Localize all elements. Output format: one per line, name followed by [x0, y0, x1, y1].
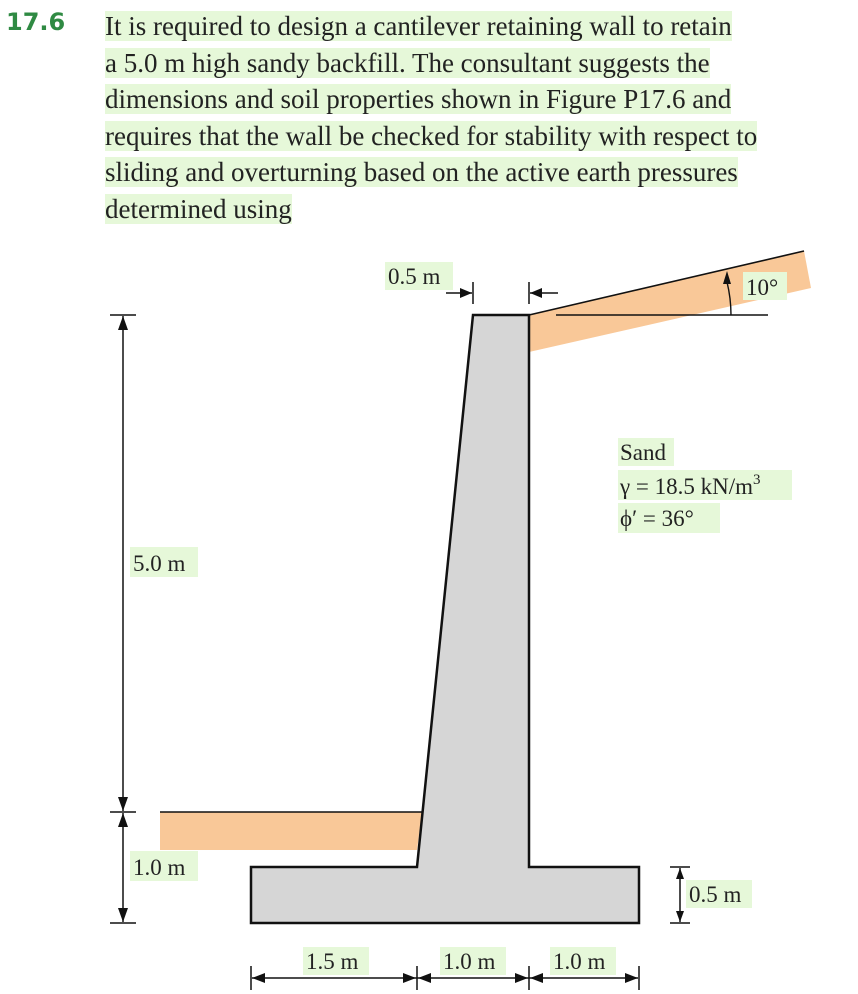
stem-height-label: 5.0 m	[133, 551, 186, 576]
slope-angle-label: 10°	[746, 275, 779, 300]
problem-line: a 5.0 m high sandy backfill. The consultant suggests the	[105, 47, 710, 78]
unit-weight-exponent: 3	[753, 472, 761, 488]
problem-line: It is required to design a cantilever retaining wall to retain	[105, 11, 732, 41]
unit-weight-label: γ = 18.5 $kN/m^3$	[620, 472, 761, 499]
problem-line: determined using	[105, 193, 292, 224]
heel-length-label: 1.0 m	[553, 949, 606, 974]
stem-base-width-label: 1.0 m	[443, 949, 496, 974]
problem-line: sliding and overturning based on the active earth pressures	[105, 157, 738, 187]
problem-line: dimensions and soil properties shown in Figure P17.6 and	[105, 84, 732, 114]
soil-name-label: Sand	[620, 440, 666, 465]
front-soil	[160, 812, 422, 850]
backfill-soil	[529, 251, 811, 352]
embedment-depth-label: 1.0 m	[133, 855, 186, 880]
top-width-label: 0.5 m	[388, 264, 441, 289]
problem-line: requires that the wall be checked for stability with respect to	[105, 120, 758, 151]
problem-number: 17.6	[6, 8, 66, 36]
friction-angle-label: ϕ′ = 36°	[620, 506, 694, 531]
base-thickness-label: 0.5 m	[689, 882, 742, 907]
toe-length-label: 1.5 m	[306, 949, 359, 974]
